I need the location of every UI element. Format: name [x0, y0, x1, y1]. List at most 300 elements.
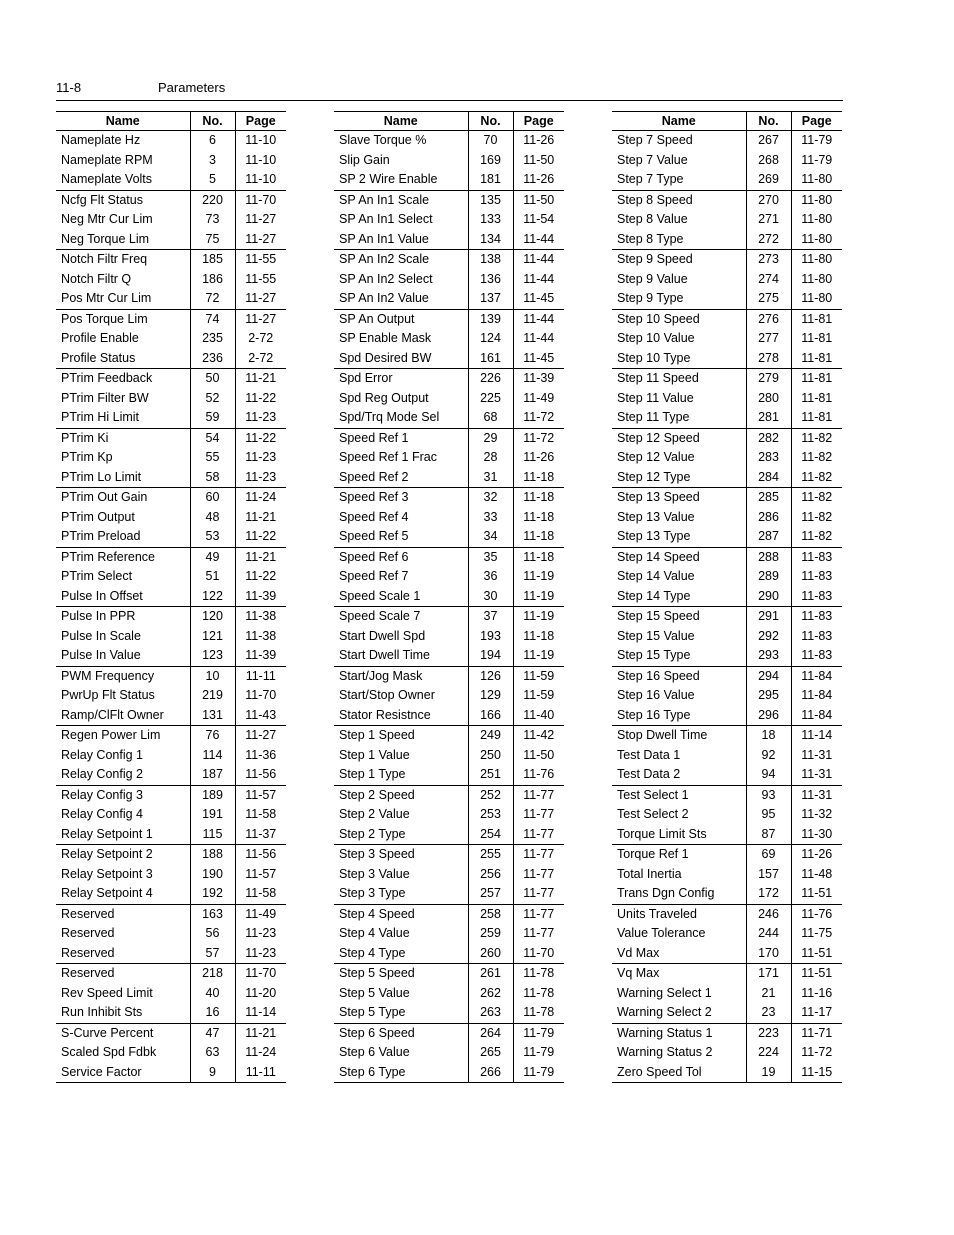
param-name: Profile Enable — [56, 329, 190, 349]
table-row — [612, 547, 842, 567]
param-number: 224 — [746, 1043, 791, 1063]
param-page: 11-22 — [235, 428, 286, 448]
param-number: 52 — [190, 389, 235, 409]
param-page: 11-36 — [245, 747, 277, 762]
table-row — [612, 765, 842, 785]
page-number: 11-8 — [56, 80, 82, 95]
param-name: Step 12 Speed — [612, 428, 746, 448]
table-row — [56, 131, 286, 151]
param-number: 123 — [190, 646, 235, 666]
param-page: 11-77 — [523, 807, 555, 821]
table-row — [334, 607, 564, 627]
table-row — [56, 706, 286, 726]
table-row — [334, 1043, 564, 1063]
param-page: 2-72 — [248, 331, 274, 345]
param-number: 87 — [746, 825, 791, 845]
param-name: Step 1 Type — [334, 765, 468, 785]
param-name: Run Inhibit Sts — [56, 1003, 190, 1023]
table-row — [612, 845, 842, 865]
param-page: 11-11 — [235, 666, 286, 686]
table-row — [56, 329, 286, 349]
param-number: 121 — [190, 627, 235, 647]
param-number: 169 — [468, 151, 513, 171]
param-number: 253 — [468, 805, 513, 825]
param-name: Step 15 Type — [612, 646, 746, 666]
table-row — [334, 924, 564, 944]
section-title: Parameters — [158, 80, 226, 95]
table-row — [612, 369, 842, 389]
param-number: 262 — [468, 984, 513, 1004]
param-number: 191 — [190, 805, 235, 825]
param-number: 249 — [468, 726, 513, 746]
param-name: Step 8 Speed — [612, 190, 746, 210]
table-row — [56, 210, 286, 230]
param-page: 11-77 — [513, 785, 564, 805]
param-number: 287 — [746, 527, 791, 547]
table-row — [56, 190, 286, 210]
param-page: 11-18 — [513, 547, 564, 567]
param-number: 172 — [746, 884, 791, 904]
param-number: 48 — [190, 508, 235, 528]
table-row — [56, 389, 286, 409]
param-name: Torque Limit Sts — [612, 825, 746, 845]
column-header-page: Page — [791, 112, 842, 131]
param-page: 11-19 — [523, 569, 555, 583]
param-number: 194 — [468, 646, 513, 666]
param-page: 11-27 — [245, 291, 277, 305]
table-row — [334, 825, 564, 845]
param-name: SP An In1 Select — [334, 210, 468, 230]
param-page: 11-30 — [801, 826, 833, 841]
param-page: 11-39 — [513, 369, 564, 389]
table-row — [334, 587, 564, 607]
param-page: 11-21 — [235, 1023, 286, 1043]
param-page: 11-58 — [245, 886, 277, 900]
param-number: 138 — [468, 250, 513, 270]
table-row — [612, 190, 842, 210]
param-number: 30 — [468, 587, 513, 607]
table-row — [56, 964, 286, 984]
param-page: 11-19 — [523, 648, 555, 662]
param-name: Reserved — [56, 944, 190, 964]
param-name: Profile Status — [56, 349, 190, 369]
param-page: 11-81 — [801, 350, 833, 365]
param-name: Test Data 2 — [612, 765, 746, 785]
param-number: 268 — [746, 151, 791, 171]
param-number: 136 — [468, 270, 513, 290]
param-number: 68 — [468, 408, 513, 428]
param-name: SP An In1 Scale — [334, 190, 468, 210]
param-name: PWM Frequency — [56, 666, 190, 686]
param-number: 293 — [746, 646, 791, 666]
param-number: 255 — [468, 845, 513, 865]
table-row — [56, 468, 286, 488]
param-name: Total Inertia — [612, 865, 746, 885]
param-number: 32 — [468, 488, 513, 508]
param-name: Start/Stop Owner — [334, 686, 468, 706]
param-page: 11-49 — [523, 390, 555, 405]
param-number: 157 — [746, 865, 791, 885]
param-page: 11-81 — [801, 390, 833, 405]
param-number: 282 — [746, 428, 791, 448]
param-number: 139 — [468, 309, 513, 329]
param-page: 11-77 — [513, 845, 564, 865]
table-row — [334, 428, 564, 448]
param-number: 283 — [746, 448, 791, 468]
param-name: Speed Ref 3 — [334, 488, 468, 508]
table-row — [56, 686, 286, 706]
param-page: 11-26 — [523, 450, 555, 464]
param-number: 171 — [746, 964, 791, 984]
table-row — [56, 508, 286, 528]
param-name: SP An In2 Value — [334, 289, 468, 309]
param-page: 11-39 — [245, 648, 277, 662]
param-name: Speed Ref 1 Frac — [334, 448, 468, 468]
param-number: 161 — [468, 349, 513, 369]
param-page: 11-44 — [513, 250, 564, 270]
param-number: 274 — [746, 270, 791, 290]
table-row — [612, 904, 842, 924]
param-page: 11-23 — [245, 926, 277, 940]
param-name: Relay Setpoint 1 — [56, 825, 190, 845]
param-name: Speed Ref 7 — [334, 567, 468, 587]
param-name: Warning Select 1 — [612, 984, 746, 1004]
param-name: Step 2 Speed — [334, 785, 468, 805]
param-number: 6 — [190, 131, 235, 151]
param-name: Step 7 Type — [612, 170, 746, 190]
param-page: 11-82 — [801, 509, 833, 524]
param-name: Step 15 Speed — [612, 607, 746, 627]
param-number: 23 — [746, 1003, 791, 1023]
param-page: 11-44 — [523, 231, 555, 246]
param-page: 11-55 — [235, 250, 286, 270]
param-name: Warning Select 2 — [612, 1003, 746, 1023]
param-number: 59 — [190, 408, 235, 428]
param-page: 11-80 — [801, 291, 833, 305]
table-row — [334, 686, 564, 706]
table-row — [612, 448, 842, 468]
table-row — [612, 1003, 842, 1023]
param-page: 11-40 — [523, 707, 555, 722]
table-row — [334, 805, 564, 825]
param-name: Step 13 Type — [612, 527, 746, 547]
param-name: Reserved — [56, 964, 190, 984]
param-number: 192 — [190, 884, 235, 904]
param-name: Step 1 Value — [334, 746, 468, 766]
param-page: 11-31 — [801, 747, 833, 762]
table-row — [334, 508, 564, 528]
table-row — [612, 607, 842, 627]
param-name: Step 11 Type — [612, 408, 746, 428]
table-row — [334, 746, 564, 766]
param-page: 11-18 — [523, 628, 555, 643]
param-number: 289 — [746, 567, 791, 587]
param-name: SP An In2 Select — [334, 270, 468, 290]
param-page: 11-81 — [791, 309, 842, 329]
table-row — [56, 270, 286, 290]
table-row — [56, 984, 286, 1004]
table-row — [56, 547, 286, 567]
param-number: 292 — [746, 627, 791, 647]
param-number: 219 — [190, 686, 235, 706]
table-row — [612, 468, 842, 488]
table-row — [56, 1063, 286, 1083]
param-number: 58 — [190, 468, 235, 488]
column-header-no: No. — [190, 112, 235, 131]
table-row — [612, 488, 842, 508]
table-row — [612, 309, 842, 329]
table-row — [334, 488, 564, 508]
param-name: PTrim Feedback — [56, 369, 190, 389]
param-page: 11-45 — [523, 291, 555, 305]
table-row — [612, 151, 842, 171]
param-name: Relay Config 4 — [56, 805, 190, 825]
table-row — [612, 389, 842, 409]
param-name: Pulse In Offset — [56, 587, 190, 607]
table-row — [56, 1043, 286, 1063]
param-number: 75 — [190, 230, 235, 250]
table-row — [612, 1063, 842, 1083]
table-row — [334, 289, 564, 309]
table-row — [56, 230, 286, 250]
param-name: Relay Config 1 — [56, 746, 190, 766]
param-page: 11-79 — [513, 1023, 564, 1043]
param-number: 134 — [468, 230, 513, 250]
param-number: 31 — [468, 468, 513, 488]
param-page: 11-10 — [245, 152, 277, 167]
param-page: 11-22 — [245, 390, 277, 405]
param-number: 10 — [190, 666, 235, 686]
param-number: 193 — [468, 627, 513, 647]
param-number: 115 — [190, 825, 235, 845]
table-row — [334, 230, 564, 250]
param-number: 236 — [190, 349, 235, 369]
table-row — [612, 924, 842, 944]
table-row — [56, 924, 286, 944]
table-row — [334, 726, 564, 746]
table-row — [612, 884, 842, 904]
param-name: Trans Dgn Config — [612, 884, 746, 904]
param-name: Pos Mtr Cur Lim — [56, 289, 190, 309]
param-number: 288 — [746, 547, 791, 567]
param-name: Zero Speed Tol — [612, 1063, 746, 1083]
param-number: 265 — [468, 1043, 513, 1063]
param-name: Speed Scale 7 — [334, 607, 468, 627]
param-number: 120 — [190, 607, 235, 627]
param-page: 11-18 — [513, 488, 564, 508]
param-number: 72 — [190, 289, 235, 309]
table-row — [612, 646, 842, 666]
table-row — [334, 845, 564, 865]
param-page: 11-49 — [235, 904, 286, 924]
param-page: 11-44 — [513, 309, 564, 329]
param-page: 11-81 — [801, 410, 833, 424]
param-name: Speed Ref 1 — [334, 428, 468, 448]
param-page: 11-72 — [801, 1045, 833, 1059]
param-number: 279 — [746, 369, 791, 389]
param-name: Step 3 Value — [334, 865, 468, 885]
param-page: 11-77 — [513, 904, 564, 924]
param-page: 11-38 — [245, 628, 277, 643]
table-row — [334, 984, 564, 1004]
param-page: 11-84 — [791, 666, 842, 686]
param-number: 260 — [468, 944, 513, 964]
table-row — [612, 984, 842, 1004]
param-name: Stop Dwell Time — [612, 726, 746, 746]
param-page: 11-72 — [523, 410, 555, 424]
table-row — [612, 944, 842, 964]
param-name: PTrim Lo Limit — [56, 468, 190, 488]
table-row — [56, 488, 286, 508]
table-row — [56, 825, 286, 845]
param-number: 95 — [746, 805, 791, 825]
table-row — [612, 131, 842, 151]
param-page: 11-79 — [801, 152, 833, 167]
param-page: 11-82 — [801, 529, 833, 543]
param-number: 264 — [468, 1023, 513, 1043]
param-number: 56 — [190, 924, 235, 944]
table-row — [612, 349, 842, 369]
param-page: 11-50 — [523, 152, 555, 167]
param-name: Nameplate Hz — [56, 131, 190, 151]
param-number: 284 — [746, 468, 791, 488]
table-row — [612, 170, 842, 190]
table-row — [56, 666, 286, 686]
param-name: Step 5 Type — [334, 1003, 468, 1023]
param-number: 166 — [468, 706, 513, 726]
param-number: 294 — [746, 666, 791, 686]
param-number: 170 — [746, 944, 791, 964]
param-page: 11-79 — [523, 1045, 555, 1059]
param-number: 266 — [468, 1063, 513, 1083]
param-number: 63 — [190, 1043, 235, 1063]
param-name: Step 16 Speed — [612, 666, 746, 686]
param-page: 11-80 — [801, 212, 833, 226]
param-name: Neg Torque Lim — [56, 230, 190, 250]
table-row — [612, 230, 842, 250]
param-number: 73 — [190, 210, 235, 230]
table-row — [612, 289, 842, 309]
param-number: 51 — [190, 567, 235, 587]
page-header — [56, 80, 843, 101]
param-name: SP An In1 Value — [334, 230, 468, 250]
table-row — [56, 309, 286, 329]
table-row — [612, 1023, 842, 1043]
param-name: Step 12 Value — [612, 448, 746, 468]
table-row — [334, 547, 564, 567]
param-number: 251 — [468, 765, 513, 785]
table-row — [334, 865, 564, 885]
param-name: Relay Config 2 — [56, 765, 190, 785]
param-page: 11-22 — [245, 529, 277, 543]
param-number: 296 — [746, 706, 791, 726]
table-row — [56, 408, 286, 428]
param-number: 40 — [190, 984, 235, 1004]
table-row — [56, 884, 286, 904]
param-name: Vd Max — [612, 944, 746, 964]
param-number: 257 — [468, 884, 513, 904]
param-name: PTrim Kp — [56, 448, 190, 468]
param-name: Step 11 Value — [612, 389, 746, 409]
param-page: 11-77 — [523, 926, 555, 940]
param-page: 11-43 — [245, 707, 277, 722]
param-page: 11-81 — [791, 369, 842, 389]
param-name: Step 4 Value — [334, 924, 468, 944]
param-name: Test Select 2 — [612, 805, 746, 825]
param-name: Step 6 Value — [334, 1043, 468, 1063]
table-row — [334, 567, 564, 587]
param-page: 11-80 — [791, 190, 842, 210]
param-name: Step 10 Value — [612, 329, 746, 349]
param-page: 11-31 — [791, 785, 842, 805]
param-page: 11-76 — [791, 904, 842, 924]
table-row — [56, 151, 286, 171]
param-page: 11-81 — [801, 331, 833, 345]
param-page: 11-38 — [235, 607, 286, 627]
param-number: 254 — [468, 825, 513, 845]
param-page: 11-21 — [235, 369, 286, 389]
param-number: 35 — [468, 547, 513, 567]
param-name: Relay Config 3 — [56, 785, 190, 805]
param-page: 11-75 — [801, 926, 833, 940]
param-page: 11-76 — [523, 767, 555, 781]
param-number: 36 — [468, 567, 513, 587]
table-row — [612, 726, 842, 746]
param-page: 11-55 — [245, 271, 277, 286]
param-page: 11-27 — [245, 212, 277, 226]
param-number: 133 — [468, 210, 513, 230]
param-number: 19 — [746, 1063, 791, 1083]
param-page: 11-16 — [801, 985, 833, 1000]
param-name: Rev Speed Limit — [56, 984, 190, 1004]
param-name: Speed Ref 4 — [334, 508, 468, 528]
table-row — [334, 1063, 564, 1083]
param-number: 135 — [468, 190, 513, 210]
param-page: 11-80 — [791, 250, 842, 270]
param-page: 11-26 — [791, 845, 842, 865]
param-page: 11-83 — [801, 628, 833, 643]
param-page: 11-78 — [513, 964, 564, 984]
param-page: 11-50 — [523, 747, 555, 762]
table-row — [612, 587, 842, 607]
param-page: 11-18 — [523, 509, 555, 524]
table-row — [334, 448, 564, 468]
param-number: 60 — [190, 488, 235, 508]
param-number: 252 — [468, 785, 513, 805]
param-name: Stator Resistnce — [334, 706, 468, 726]
param-page: 11-79 — [513, 1063, 564, 1083]
param-name: Speed Scale 1 — [334, 587, 468, 607]
param-number: 5 — [190, 170, 235, 190]
param-page: 11-59 — [513, 666, 564, 686]
param-page: 11-83 — [791, 607, 842, 627]
param-page: 11-17 — [801, 1005, 833, 1019]
table-row — [334, 666, 564, 686]
param-page: 11-24 — [235, 488, 286, 508]
param-name: Nameplate Volts — [56, 170, 190, 190]
param-page: 11-78 — [523, 985, 555, 1000]
param-number: 129 — [468, 686, 513, 706]
param-name: Step 5 Value — [334, 984, 468, 1004]
param-name: Test Select 1 — [612, 785, 746, 805]
table-row — [612, 567, 842, 587]
column-header-page: Page — [513, 112, 564, 131]
param-number: 70 — [468, 131, 513, 151]
param-page: 11-10 — [245, 133, 277, 147]
param-name: Step 9 Value — [612, 270, 746, 290]
table-row — [56, 587, 286, 607]
table-row — [612, 250, 842, 270]
